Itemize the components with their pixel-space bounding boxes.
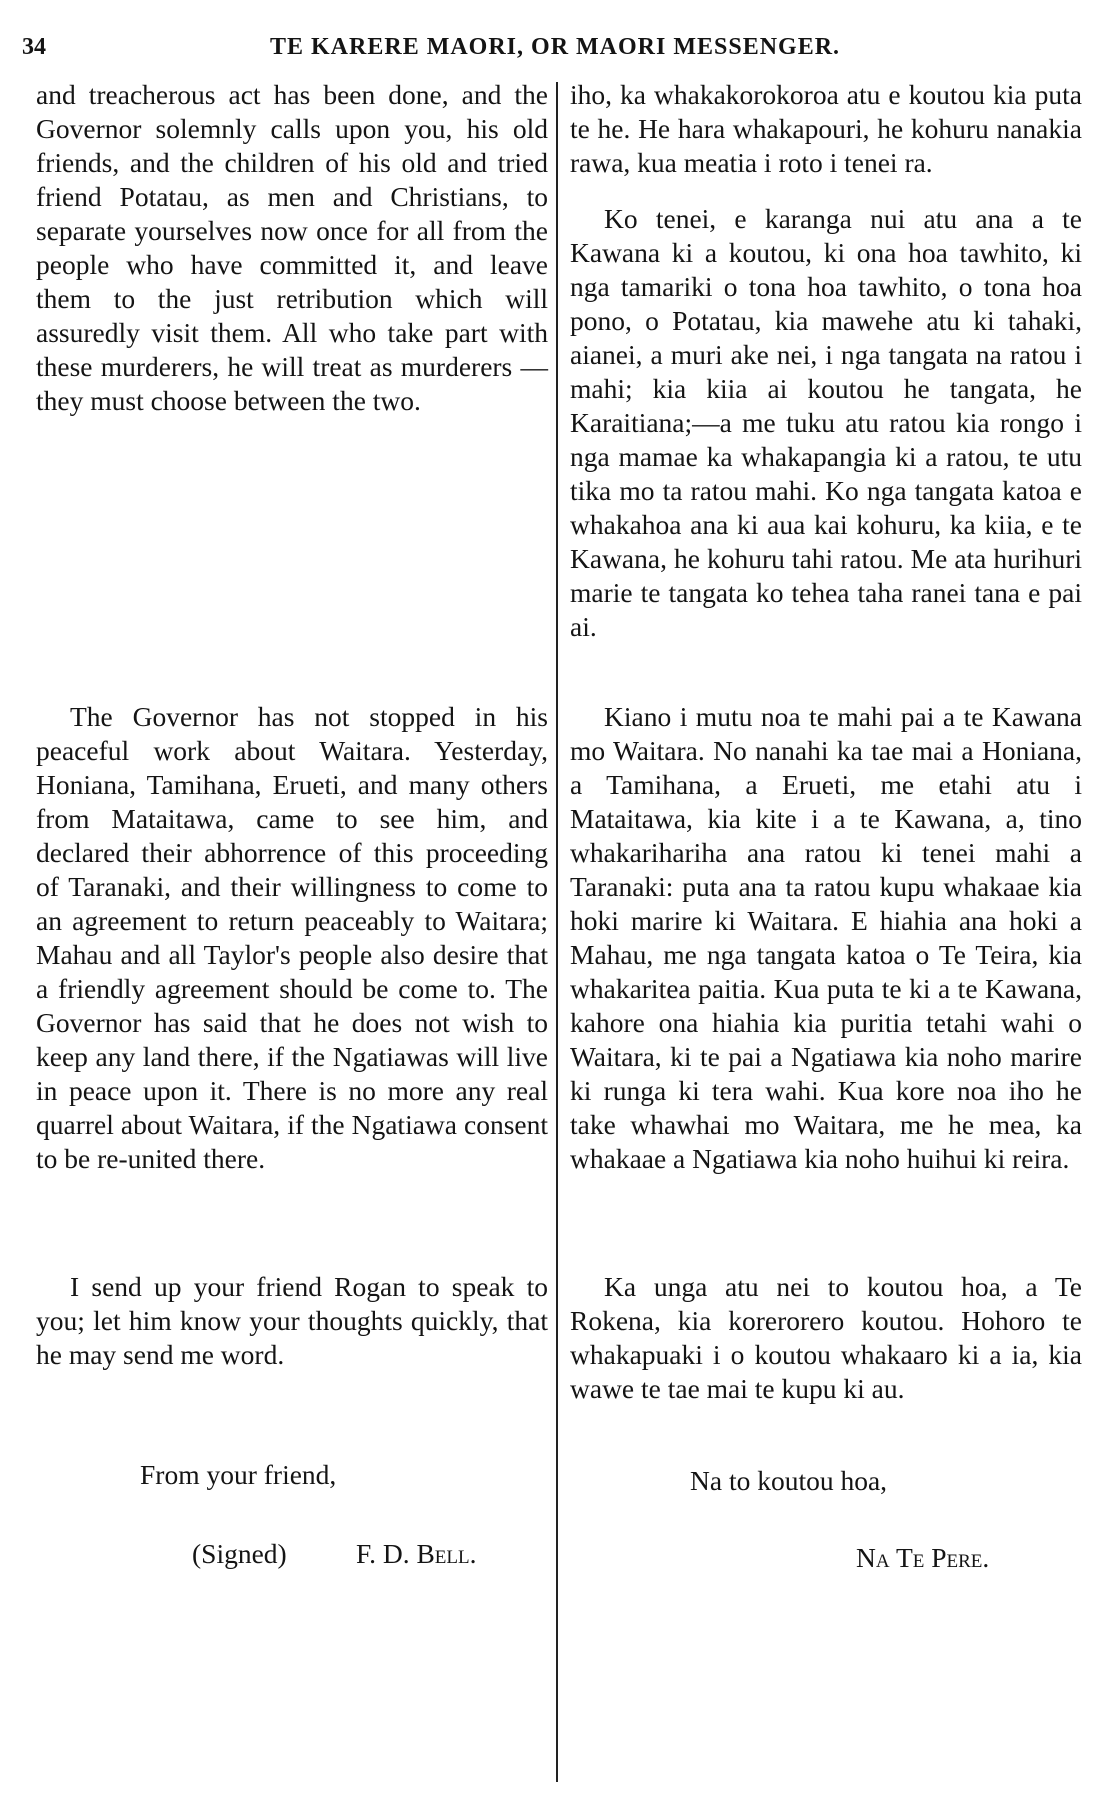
maori-paragraph-2: Ko tenei, e karanga nui atu ana a te Kawana ki a koutou, ki ona hoa tawhito, ki nga tamariki o tona hoa tawhito, o tona hoa pono, o Potatau, kia mawehe atu ki tahaki, aianei, a muri ake nei, i nga tangata na ratou i mahi; kia kiia ai koutou he tangata, he Karaitiana;—a me tuku atu ratou kia rongo i nga mamae ka whakapangia ki a ratou, te utu tika mo ta ratou mahi. Ko nga tangata katoa e whakahoa ana ki aua kai kohuru, ka kiia, e te Kawana, he kohuru tahi ratou. Me ata hurihuri marie te tangata ko tehea taha ranei tana e pai ai. bbox=[570, 203, 1082, 642]
english-signature: F. D. Bell. bbox=[356, 1538, 477, 1569]
running-title: TE KARERE MAORI, OR MAORI MESSENGER. bbox=[270, 34, 841, 60]
page-header bbox=[0, 24, 1114, 64]
english-paragraph-1: and treacherous act has been done, and the Governor solemnly calls upon you, his old friends, and the children of his old and tried friend Potatau, as men and Christians, to separate yourselves now once for all from the people who have committed it, and leave them to the just retribution which will assuredly visit them. All who take part with these murderers, he will treat as murderers —they must choose between the two. bbox=[36, 79, 548, 416]
english-paragraph-3: I send up your friend Rogan to speak to you; let him know your thoughts quickly, that he may send me word. bbox=[36, 1271, 548, 1370]
english-closing: From your friend, bbox=[140, 1459, 337, 1490]
english-paragraph-2: The Governor has not stopped in his peaceful work about Waitara. Yesterday, Honiana, Tamihana, Erueti, and many others from Mataitawa, came to see him, and declared their abhorrence of this proceeding of Taranaki, and their willingness to come to an agreement to return peaceably to Waitara; Mahau and all Taylor's people also desire that a friendly agreement should be come to. The Governor has said that he does not wish to keep any land there, if the Ngatiawas will live in peace upon it. There is no more any real quarrel about Waitara, if the Ngatiawa consent to be re-united there. bbox=[36, 701, 548, 1174]
english-paragraph-2-block bbox=[36, 700, 548, 1176]
column-divider bbox=[556, 82, 558, 1782]
maori-paragraph-4-block bbox=[570, 1270, 1082, 1406]
page-number: 34 bbox=[22, 34, 46, 60]
english-paragraph-1-block bbox=[36, 78, 548, 418]
maori-paragraph-3: Kiano i mutu noa te mahi pai a te Kawana mo Waitara. No nanahi ka tae mai a Honiana, a Tamihana, a Erueti, me etahi atu i Mataitawa, kia kite i a te Kawana, a, tino whakarihariha ana ratou ki tenei mahi a Taranaki: puta ana ta ratou kupu whakaae kia hoki marire ki Waitara. E hiahia ana hoki a Mahau, me nga tangata katoa o Te Teira, kia whakaritea paitia. Kua puta te ki a te Kawana, kahore ona hiahia kia puritia tetahi wahi o Waitara, ki te pai a Ngatiawa kia noho marire ki runga ki tera wahi. Kua kore noa iho he take whawhai mo Waitara, me he mea, ka whakaae a Ngatiawa kia noho huihui ki reira. bbox=[570, 701, 1082, 1174]
maori-paragraph-3-block bbox=[570, 700, 1082, 1176]
maori-paragraph-1: iho, ka whakakorokoroa atu e koutou kia puta te he. He hara whakapouri, he kohuru nanakia rawa, kua meatia i roto i tenei ra. bbox=[570, 79, 1082, 178]
maori-paragraph-2-block bbox=[570, 202, 1082, 644]
maori-paragraph-1-block bbox=[570, 78, 1082, 180]
maori-closing: Na to koutou hoa, bbox=[690, 1465, 888, 1496]
maori-signature: Na Te Pere. bbox=[856, 1542, 990, 1573]
maori-paragraph-4: Ka unga atu nei to koutou hoa, a Te Rokena, kia korerorero koutou. Hohoro te whakapuaki i o koutou whakaaro ki a ia, kia wawe te tae mai te kupu ki au. bbox=[570, 1271, 1082, 1404]
signed-label: (Signed) bbox=[192, 1538, 287, 1569]
english-paragraph-3-block bbox=[36, 1270, 548, 1372]
